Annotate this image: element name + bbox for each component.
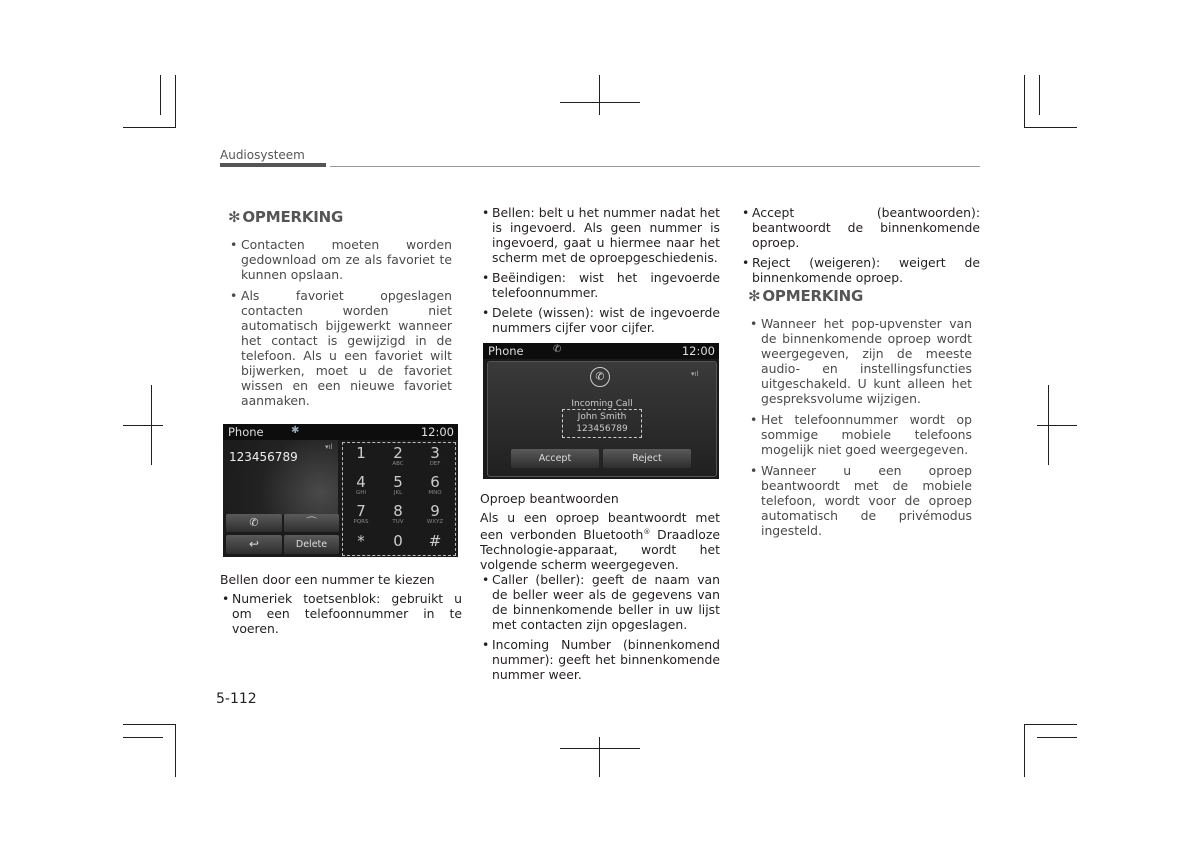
bluetooth-icon: ✱ [291,425,300,436]
header-bar [220,163,326,167]
signal-icon: ▾ıl [691,370,699,378]
key-star[interactable]: * [357,532,365,550]
note-item: • Wanneer het pop-upvenster van de binnenkomende oproep wordt weergegeven, zijn de meeste audio- en instellingsfuncties uitgeschakeld. U kunt alleen het gespreksvolume wijzigen. [748,316,972,406]
key-0[interactable]: 0 [393,532,403,550]
incoming-call-screen [483,343,719,479]
accept-button[interactable]: Accept [511,449,599,468]
screen-time: 12:00 [681,344,715,358]
note-item: • Het telefoonnummer wordt op sommige mobiele telefoons mogelijk niet goed weergegeven. [748,412,972,457]
dial-section-heading: Bellen door een nummer te kiezen [220,572,435,587]
incoming-call-popup [487,361,717,477]
note-title: ✻ OPMERKING [228,208,344,226]
incoming-call-caption: Incoming Call [571,399,633,409]
screen-status-bar [223,424,458,440]
key-5[interactable]: 5 JKL [393,473,403,496]
screen-status-bar [483,343,719,359]
reject-button[interactable]: Reject [603,449,691,468]
middle-list [480,205,720,340]
back-arrow-icon: ↩ [248,537,260,551]
caller-info-box [562,409,642,438]
key-3[interactable]: 3 DEF [429,444,441,467]
asterisk-icon: ✻ [748,287,761,305]
list-item: • Caller (beller): geeft de naam van de beller weer als de gegevens van de binnenkomende beller in uw lijst met contacten zijn opgeslagen. [480,572,720,632]
header-rule [330,166,980,167]
caller-name: John Smith [577,412,627,422]
dial-item: • Numeriek toetsenblok: gebruikt u om een telefoonnummer in te voeren. [220,591,462,636]
list-item: • Bellen: belt u het nummer nadat het is ingevoerd. Als geen nummer is ingevoerd, gaat u hiermee naar het scherm met de oproepgeschiedenis. [480,205,720,265]
note-item: • Wanneer u een oproep beantwoordt met de mobiele telefoon, wordt voor de oproep automatisch de privémodus ingesteld. [748,463,972,538]
list-item: • Beëindigen: wist het ingevoerde telefoonnummer. [480,270,720,300]
right-list [740,205,980,290]
screen-time: 12:00 [420,425,454,439]
end-call-button[interactable]: ⌒ [284,514,339,532]
screen-title: Phone [228,425,264,439]
asterisk-icon: ✻ [228,208,241,226]
left-note [228,210,452,414]
delete-button[interactable]: Delete [284,535,339,554]
key-2[interactable]: 2 ABC [392,444,404,467]
caller-number: 123456789 [576,424,628,434]
back-button[interactable] [226,535,282,554]
note-title: ✻ OPMERKING [748,287,864,305]
screen-title: Phone [488,344,524,358]
numeric-keypad [342,442,456,556]
phone-icon: ✆ [553,344,562,355]
note-item: • Als favoriet opgeslagen contacten worden niet automatisch bijgewerkt wanneer het contact is gewijzigd in de telefoon. Als u een favoriet wilt bijwerken, moet u de favoriet wissen en een nieuwe favoriet aanmaken. [228,288,452,408]
key-hash[interactable]: # [428,532,442,550]
signal-icon: ▾ıl [325,443,333,451]
list-item: • Accept (beantwoorden): beantwoordt de binnenkomende oproep. [740,205,980,250]
key-8[interactable]: 8 TUV [392,502,404,525]
call-button[interactable]: ✆ [226,514,282,532]
dial-section [220,572,462,641]
key-7[interactable]: 7 PQRS [353,502,369,525]
page-number: 5-112 [216,691,257,707]
phone-ring-icon: ✆ [590,367,610,387]
list-item: • Incoming Number (binnenkomend nummer): geeft het binnenkomende nummer weer. [480,637,720,682]
dialed-number: 123456789 [229,450,298,464]
key-6[interactable]: 6 MNO [428,473,442,496]
key-1[interactable]: 1 [356,444,366,462]
note-item: • Contacten moeten worden gedownload om ze als favoriet te kunnen opslaan. [228,237,452,282]
section-header: Audiosysteem [220,148,305,162]
key-4[interactable]: 4 GHI [355,473,367,496]
phone-dial-screen [223,424,458,557]
list-item: • Reject (weigeren): weigert de binnenkomende oproep. [740,255,980,285]
list-item: • Delete (wissen): wist de ingevoerde nummers cijfer voor cijfer. [480,305,720,335]
answer-intro: Als u een oproep beantwoordt met een verbonden Bluetooth® Draadloze Technologie-apparaat, wordt het volgende scherm weergegeven. [480,510,720,573]
key-9[interactable]: 9 WXYZ [426,502,444,525]
answer-section [480,491,720,687]
right-note [748,289,972,544]
answer-heading: Oproep beantwoorden [480,491,619,506]
